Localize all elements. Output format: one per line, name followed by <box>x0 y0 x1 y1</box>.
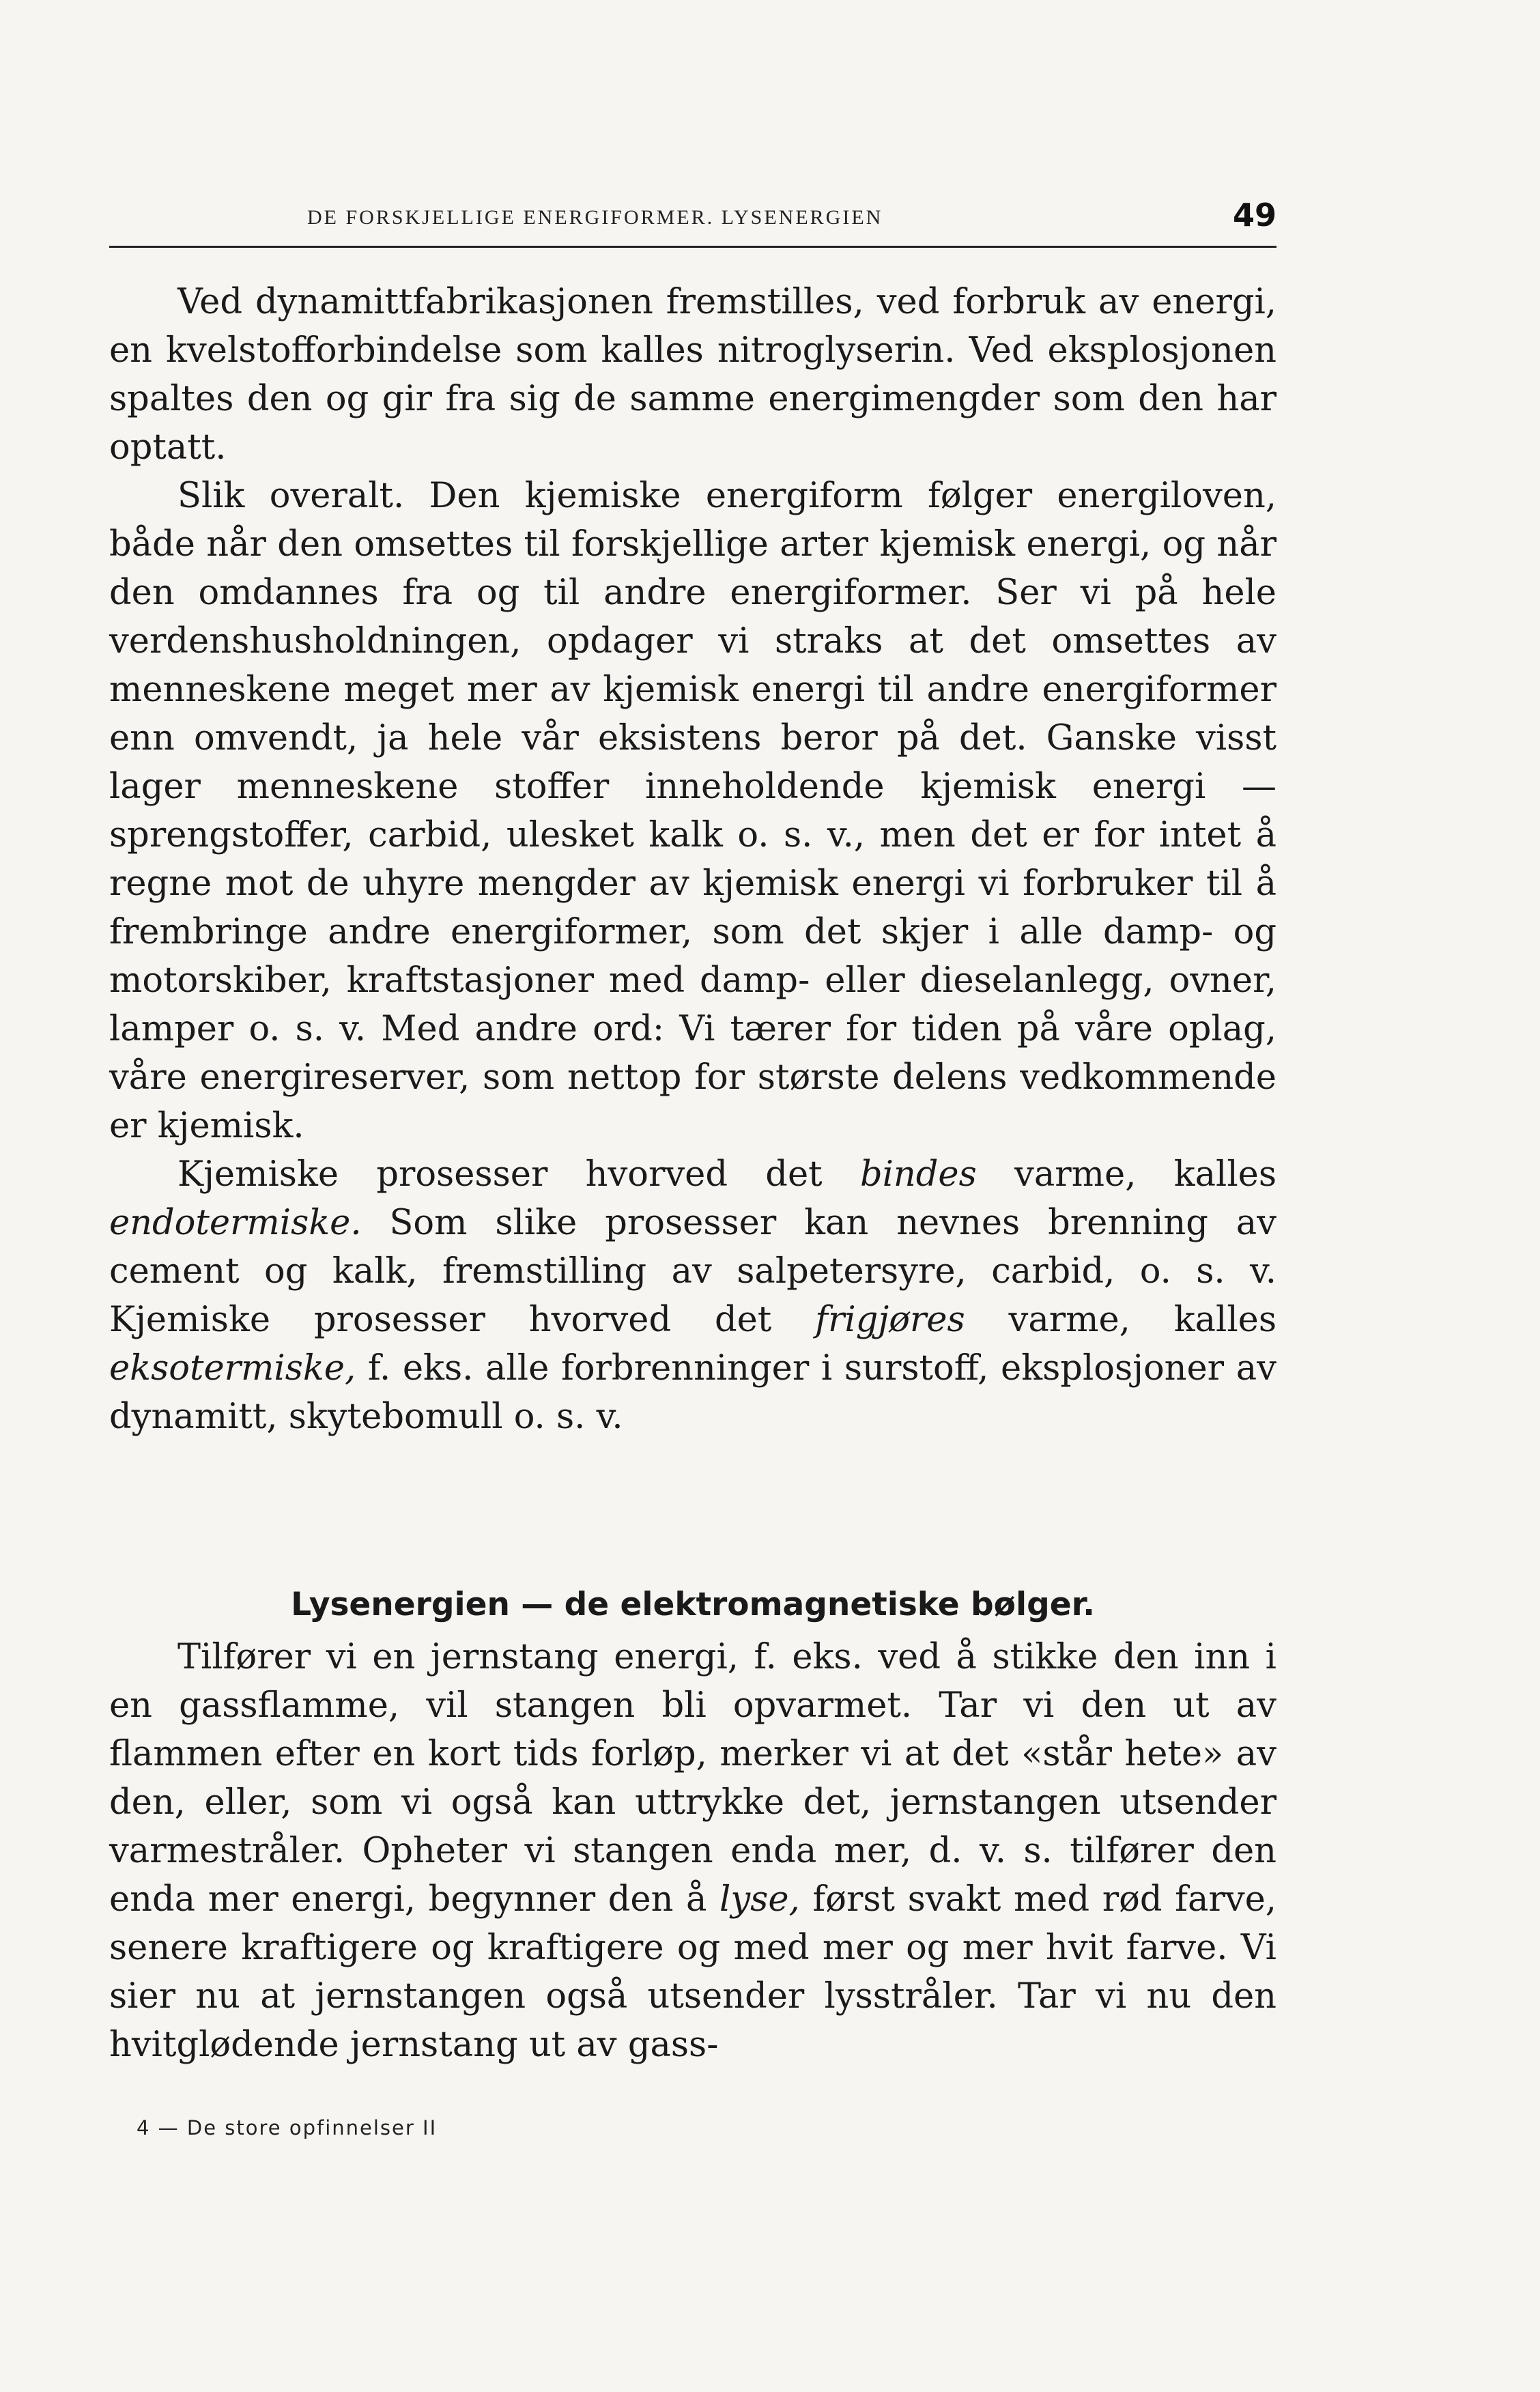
section-heading: Lysenergien — de elektromagnetiske bølger. <box>291 1586 1095 1623</box>
paragraph-1: Ved dynamittfabrikasjonen fremstilles, ved forbruk av energi, en kvelstofforbindelse som kalles nitroglyserin. Ved eksplosjonen spaltes den og gir fra sig de samme energimengder som den har optatt. <box>109 282 1277 468</box>
italic-term-bindes: bindes <box>859 1154 977 1195</box>
paragraph-4-text: Tilfører vi en jernstang energi, f. eks. ved å stikke den inn i en gassflamme, vil stangen bli opvarmet. Tar vi den ut av flammen efter en kort tids forløp, merker vi at det «står hete» av den, eller, som vi også kan uttrykke det, jernstangen utsender varmestråler. Opheter vi stangen enda mer, d. v. s. tilfører den enda mer energi, begynner den å <box>109 1637 1277 1920</box>
paragraph-3-text: varme, kalles <box>965 1300 1277 1340</box>
paragraph-3-text: f. eks. alle forbrenninger i surstoff, eksplosjoner av dynamitt, skytebomull o. s. v. <box>109 1348 1277 1437</box>
paragraph-3-text: varme, kalles <box>976 1154 1277 1195</box>
running-header <box>109 191 1277 248</box>
paragraph-3-text: Som slike prosesser kan nevnes brenning av cement og kalk, fremstilling av salpetersyre, carbid, o. s. v. Kjemiske prosesser hvorved det <box>109 1203 1277 1340</box>
paragraph-4 <box>109 1633 1277 2069</box>
page-number: 49 <box>1232 197 1277 233</box>
paragraph-2: Slik overalt. Den kjemiske energiform følger energiloven, både når den omsettes til forskjellige arter kjemisk energi, og når den omdannes fra og til andre energiformer. Ser vi på hele verdenshusholdningen, opdager vi straks at det omsettes av menneskene meget mer av kjemisk energi til andre energiformer enn omvendt, ja hele vår eksistens beror på det. Ganske visst lager menneskene stoffer inneholdende kjemisk energi — sprengstoffer, carbid, ulesket kalk o. s. v., men det er for intet å regne mot de uhyre mengder av kjemisk energi vi forbruker til å frembringe andre energiformer, som det skjer i alle damp- og motorskiber, kraftstasjoner med damp- eller dieselanlegg, ovner, lamper o. s. v. Med andre ord: Vi tærer for tiden på våre oplag, våre energireserver, som nettop for største delens vedkommende er kjemisk. <box>109 476 1277 1146</box>
italic-term-endotermiske: endotermiske. <box>109 1203 362 1243</box>
italic-term-frigjores: frigjøres <box>815 1300 965 1340</box>
running-title: DE FORSKJELLIGE ENERGIFORMER. LYSENERGIEN <box>307 206 883 229</box>
book-page <box>109 191 1277 2069</box>
body-text <box>109 278 1277 2069</box>
paragraph-3 <box>109 1150 1277 1441</box>
paragraph-3-text: Kjemiske prosesser hvorved det <box>177 1154 860 1195</box>
paragraph-4-text: først svakt med rød farve, senere kraftigere og kraftigere og med mer og mer hvit farve. Vi sier nu at jernstangen også utsender lysstråler. Tar vi nu den hvitglødende jernstang ut av gass- <box>109 1879 1277 2065</box>
italic-term-eksotermiske: eksotermiske, <box>109 1348 356 1389</box>
italic-term-lyse: lyse, <box>719 1879 800 1920</box>
section-spacer <box>109 1441 1277 1580</box>
signature-footer: 4 — De store opfinnelser II <box>137 2116 438 2139</box>
